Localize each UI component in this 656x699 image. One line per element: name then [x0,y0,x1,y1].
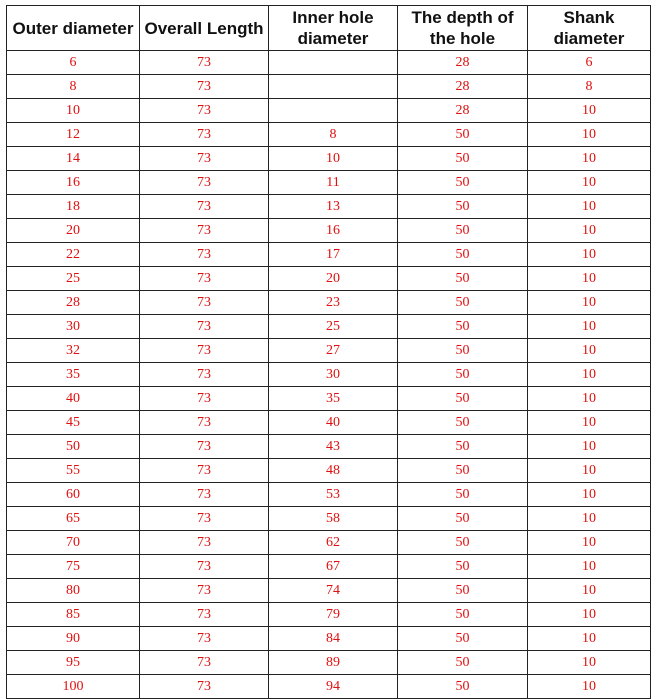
cell-hole-depth: 50 [398,555,528,579]
cell-hole-depth: 50 [398,267,528,291]
cell-overall-length: 73 [140,531,269,555]
cell-overall-length: 73 [140,339,269,363]
cell-shank-diameter: 10 [528,483,651,507]
cell-inner-hole-diameter [269,75,398,99]
cell-outer-diameter: 22 [7,243,140,267]
cell-shank-diameter: 10 [528,435,651,459]
cell-inner-hole-diameter: 13 [269,195,398,219]
cell-inner-hole-diameter: 8 [269,123,398,147]
cell-overall-length: 73 [140,123,269,147]
cell-inner-hole-diameter: 84 [269,627,398,651]
cell-shank-diameter: 10 [528,267,651,291]
cell-shank-diameter: 10 [528,651,651,675]
table-row [7,411,651,435]
cell-shank-diameter: 8 [528,75,651,99]
cell-outer-diameter: 85 [7,603,140,627]
table-row [7,51,651,75]
cell-outer-diameter: 35 [7,363,140,387]
cell-overall-length: 73 [140,147,269,171]
header-inner-hole-diameter: Inner hole diameter [269,6,398,51]
cell-hole-depth: 50 [398,651,528,675]
cell-outer-diameter: 55 [7,459,140,483]
cell-hole-depth: 50 [398,195,528,219]
cell-shank-diameter: 10 [528,171,651,195]
cell-outer-diameter: 20 [7,219,140,243]
cell-shank-diameter: 10 [528,339,651,363]
table-row [7,123,651,147]
cell-shank-diameter: 10 [528,531,651,555]
cell-inner-hole-diameter: 35 [269,387,398,411]
table-header [7,6,651,51]
table-row [7,483,651,507]
cell-overall-length: 73 [140,387,269,411]
cell-overall-length: 73 [140,195,269,219]
cell-shank-diameter: 10 [528,99,651,123]
cell-hole-depth: 50 [398,531,528,555]
cell-outer-diameter: 75 [7,555,140,579]
cell-shank-diameter: 10 [528,459,651,483]
cell-hole-depth: 50 [398,387,528,411]
cell-shank-diameter: 10 [528,315,651,339]
table-row [7,291,651,315]
cell-inner-hole-diameter: 10 [269,147,398,171]
cell-inner-hole-diameter: 27 [269,339,398,363]
cell-outer-diameter: 90 [7,627,140,651]
table-row [7,531,651,555]
table-row [7,603,651,627]
cell-inner-hole-diameter: 16 [269,219,398,243]
cell-overall-length: 73 [140,75,269,99]
cell-hole-depth: 50 [398,243,528,267]
cell-overall-length: 73 [140,171,269,195]
cell-outer-diameter: 6 [7,51,140,75]
spec-table-container [6,5,651,699]
cell-overall-length: 73 [140,267,269,291]
cell-hole-depth: 50 [398,363,528,387]
cell-shank-diameter: 10 [528,579,651,603]
cell-inner-hole-diameter: 11 [269,171,398,195]
cell-shank-diameter: 10 [528,219,651,243]
cell-inner-hole-diameter: 30 [269,363,398,387]
cell-overall-length: 73 [140,243,269,267]
table-row [7,459,651,483]
cell-overall-length: 73 [140,651,269,675]
cell-hole-depth: 50 [398,315,528,339]
cell-overall-length: 73 [140,411,269,435]
cell-outer-diameter: 18 [7,195,140,219]
cell-outer-diameter: 14 [7,147,140,171]
cell-hole-depth: 50 [398,483,528,507]
table-row [7,579,651,603]
cell-inner-hole-diameter: 67 [269,555,398,579]
cell-hole-depth: 50 [398,435,528,459]
table-row [7,75,651,99]
header-outer-diameter: Outer diameter [7,6,140,51]
cell-outer-diameter: 40 [7,387,140,411]
cell-inner-hole-diameter: 25 [269,315,398,339]
cell-shank-diameter: 10 [528,603,651,627]
table-row [7,315,651,339]
cell-overall-length: 73 [140,315,269,339]
cell-overall-length: 73 [140,99,269,123]
cell-inner-hole-diameter: 79 [269,603,398,627]
cell-hole-depth: 50 [398,171,528,195]
cell-hole-depth: 50 [398,411,528,435]
cell-overall-length: 73 [140,627,269,651]
cell-outer-diameter: 60 [7,483,140,507]
cell-hole-depth: 50 [398,579,528,603]
cell-overall-length: 73 [140,291,269,315]
cell-shank-diameter: 6 [528,51,651,75]
cell-inner-hole-diameter: 58 [269,507,398,531]
cell-overall-length: 73 [140,555,269,579]
cell-inner-hole-diameter: 89 [269,651,398,675]
table-row [7,675,651,699]
cell-hole-depth: 28 [398,99,528,123]
cell-outer-diameter: 28 [7,291,140,315]
cell-inner-hole-diameter: 17 [269,243,398,267]
table-row [7,219,651,243]
cell-shank-diameter: 10 [528,675,651,699]
table-row [7,99,651,123]
cell-inner-hole-diameter: 74 [269,579,398,603]
cell-inner-hole-diameter: 53 [269,483,398,507]
cell-inner-hole-diameter: 20 [269,267,398,291]
header-row [7,6,651,51]
cell-outer-diameter: 65 [7,507,140,531]
cell-shank-diameter: 10 [528,387,651,411]
cell-overall-length: 73 [140,459,269,483]
cell-shank-diameter: 10 [528,291,651,315]
cell-overall-length: 73 [140,603,269,627]
cell-shank-diameter: 10 [528,507,651,531]
cell-inner-hole-diameter: 94 [269,675,398,699]
table-row [7,171,651,195]
table-row [7,267,651,291]
cell-outer-diameter: 50 [7,435,140,459]
table-row [7,363,651,387]
cell-outer-diameter: 80 [7,579,140,603]
cell-shank-diameter: 10 [528,195,651,219]
cell-hole-depth: 50 [398,291,528,315]
cell-inner-hole-diameter: 48 [269,459,398,483]
cell-outer-diameter: 70 [7,531,140,555]
cell-hole-depth: 50 [398,459,528,483]
cell-overall-length: 73 [140,483,269,507]
table-row [7,627,651,651]
cell-hole-depth: 50 [398,675,528,699]
cell-overall-length: 73 [140,507,269,531]
cell-inner-hole-diameter [269,99,398,123]
cell-outer-diameter: 10 [7,99,140,123]
cell-hole-depth: 50 [398,123,528,147]
cell-shank-diameter: 10 [528,123,651,147]
cell-hole-depth: 28 [398,75,528,99]
table-row [7,555,651,579]
cell-overall-length: 73 [140,435,269,459]
cell-hole-depth: 50 [398,507,528,531]
cell-outer-diameter: 32 [7,339,140,363]
table-row [7,195,651,219]
cell-outer-diameter: 30 [7,315,140,339]
cell-outer-diameter: 12 [7,123,140,147]
cell-hole-depth: 50 [398,603,528,627]
table-row [7,339,651,363]
cell-shank-diameter: 10 [528,363,651,387]
cell-outer-diameter: 45 [7,411,140,435]
cell-inner-hole-diameter: 62 [269,531,398,555]
table-row [7,243,651,267]
cell-hole-depth: 50 [398,627,528,651]
cell-overall-length: 73 [140,363,269,387]
spec-table [6,5,651,699]
cell-overall-length: 73 [140,579,269,603]
header-overall-length: Overall Length [140,6,269,51]
table-row [7,387,651,411]
cell-inner-hole-diameter [269,51,398,75]
cell-inner-hole-diameter: 40 [269,411,398,435]
header-hole-depth: The depth of the hole [398,6,528,51]
cell-overall-length: 73 [140,219,269,243]
table-body [7,51,651,699]
cell-outer-diameter: 25 [7,267,140,291]
cell-shank-diameter: 10 [528,147,651,171]
table-row [7,435,651,459]
cell-shank-diameter: 10 [528,555,651,579]
header-shank-diameter: Shank diameter [528,6,651,51]
cell-outer-diameter: 16 [7,171,140,195]
cell-hole-depth: 50 [398,339,528,363]
table-row [7,507,651,531]
cell-shank-diameter: 10 [528,243,651,267]
cell-overall-length: 73 [140,675,269,699]
cell-hole-depth: 28 [398,51,528,75]
cell-shank-diameter: 10 [528,627,651,651]
cell-hole-depth: 50 [398,147,528,171]
table-row [7,147,651,171]
cell-outer-diameter: 8 [7,75,140,99]
cell-hole-depth: 50 [398,219,528,243]
cell-outer-diameter: 100 [7,675,140,699]
table-row [7,651,651,675]
cell-inner-hole-diameter: 43 [269,435,398,459]
cell-inner-hole-diameter: 23 [269,291,398,315]
cell-shank-diameter: 10 [528,411,651,435]
cell-overall-length: 73 [140,51,269,75]
cell-outer-diameter: 95 [7,651,140,675]
